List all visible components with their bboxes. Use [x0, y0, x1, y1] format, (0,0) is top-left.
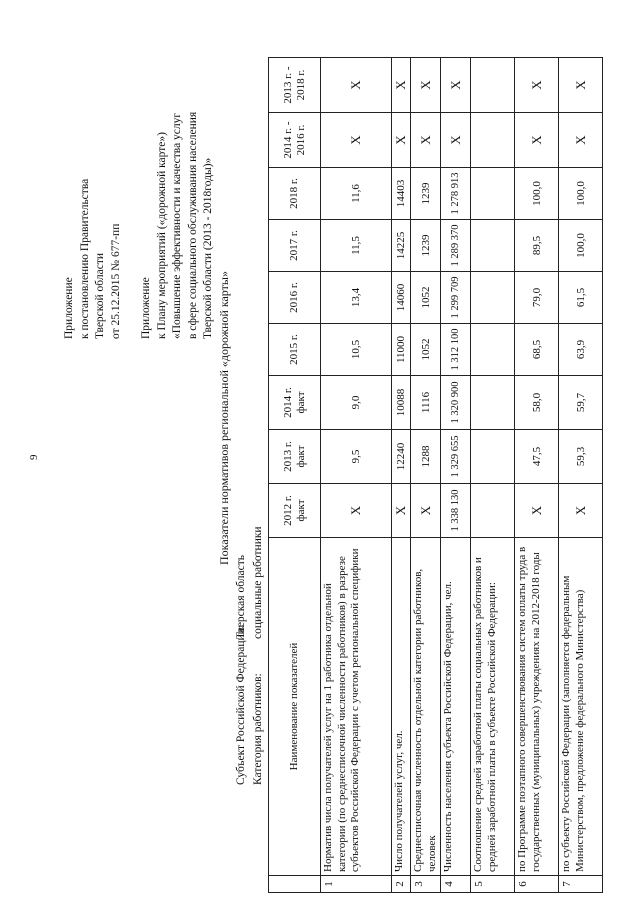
cell: 1 329 655	[441, 430, 471, 484]
indicators-table	[268, 57, 603, 893]
cell: X	[321, 58, 392, 113]
table-row	[321, 58, 392, 893]
cell: X	[515, 484, 559, 538]
document-title: Показатели нормативов региональной «дорожной карты»	[217, 271, 231, 565]
cell: X	[392, 58, 411, 113]
cell	[471, 324, 515, 376]
cell	[471, 113, 515, 168]
cell: 79,0	[515, 272, 559, 324]
subject-row	[235, 555, 247, 785]
header-num	[269, 876, 321, 893]
cell: X	[392, 113, 411, 168]
cell: X	[441, 58, 471, 113]
cell: 1 299 709	[441, 272, 471, 324]
table-row	[392, 58, 411, 893]
cell: 1 312 100	[441, 324, 471, 376]
cell: 1239	[411, 220, 441, 272]
header-name: Наименование показателей	[269, 538, 321, 876]
cell: X	[411, 484, 441, 538]
table-row	[411, 58, 441, 893]
cell: 47,5	[515, 430, 559, 484]
row-number: 4	[441, 876, 471, 893]
header-2016: 2016 г.	[269, 272, 321, 324]
row-name: Соотношение средней заработной платы социальных работников и средней заработной платы в субъекте Российской Федерации:	[471, 538, 515, 876]
cell: 1 289 370	[441, 220, 471, 272]
cell: 10,5	[321, 324, 392, 376]
cell: X	[392, 484, 411, 538]
cell	[471, 376, 515, 430]
approval-line: Тверской области	[94, 253, 106, 339]
subject-value: Тверская область	[235, 555, 247, 639]
cell	[471, 484, 515, 538]
cell: 1052	[411, 272, 441, 324]
cell: 100,0	[515, 168, 559, 220]
page-number: 9	[28, 454, 40, 460]
cell: X	[441, 113, 471, 168]
approval-block	[62, 112, 217, 339]
cell: X	[321, 113, 392, 168]
approval-line: к постановлению Правительства	[78, 178, 91, 339]
cell: 61,5	[559, 272, 603, 324]
row-number: 5	[471, 876, 515, 893]
row-number: 3	[411, 876, 441, 893]
category-label: Категория работников:	[252, 673, 264, 785]
approval-line: Приложение	[140, 277, 152, 339]
cell: X	[321, 484, 392, 538]
row-name: Норматив числа получателей услуг на 1 работника отдельной категории (по среднесписочной численности работников) в разрезе субъектов Российской Федерации с учетом региональной специфики	[321, 538, 392, 876]
row-name: Число получателей услуг, чел.	[392, 538, 411, 876]
header-2014: 2014 г. факт	[269, 376, 321, 430]
cell: 13,4	[321, 272, 392, 324]
header-2012: 2012 г. факт	[269, 484, 321, 538]
cell	[471, 58, 515, 113]
cell: 59,7	[559, 376, 603, 430]
row-number: 1	[321, 876, 392, 893]
cell: 11,5	[321, 220, 392, 272]
cell: 68,5	[515, 324, 559, 376]
cell: 100,0	[559, 220, 603, 272]
row-name: Среднесписочная численность отдельной категории работников, человек	[411, 538, 441, 876]
row-number: 6	[515, 876, 559, 893]
cell: 1288	[411, 430, 441, 484]
cell: 1239	[411, 168, 441, 220]
table-row	[515, 58, 559, 893]
approval-line: Тверской области (2013 - 2018годы)»	[202, 157, 214, 339]
cell	[471, 430, 515, 484]
cell: 14403	[392, 168, 411, 220]
approval-line: от 25.12.2015 № 677-пп	[109, 223, 122, 339]
row-name: по Программе поэтапного совершенствования систем оплаты труда в государственных (муниципальных) учреждениях на 2012-2018 годы	[515, 538, 559, 876]
cell: 1116	[411, 376, 441, 430]
cell: 1 338 130	[441, 484, 471, 538]
cell: 89,5	[515, 220, 559, 272]
table-row	[471, 58, 515, 893]
cell: 14225	[392, 220, 411, 272]
cell: X	[515, 58, 559, 113]
cell: 1052	[411, 324, 441, 376]
row-name: по субъекту Российской Федерации (заполняется федеральным Министерством, предложение федерального Министерства)	[559, 538, 603, 876]
header-2015: 2015 г.	[269, 324, 321, 376]
header-2013: 2013 г. факт	[269, 430, 321, 484]
cell: 10088	[392, 376, 411, 430]
cell: X	[411, 58, 441, 113]
table-header-row	[269, 58, 321, 893]
cell: X	[559, 484, 603, 538]
cell: 14060	[392, 272, 411, 324]
cell: 63,9	[559, 324, 603, 376]
table-row	[559, 58, 603, 893]
cell: X	[411, 113, 441, 168]
row-number: 7	[559, 876, 603, 893]
row-name: Численность населения субъекта Российской Федерации, чел.	[441, 538, 471, 876]
cell: X	[559, 113, 603, 168]
approval-line: в сфере социального обслуживания населения	[186, 111, 199, 339]
cell: 9,5	[321, 430, 392, 484]
cell: 11000	[392, 324, 411, 376]
header-2017: 2017 г.	[269, 220, 321, 272]
cell: 1 278 913	[441, 168, 471, 220]
cell: 100,0	[559, 168, 603, 220]
cell: X	[559, 58, 603, 113]
cell: X	[515, 113, 559, 168]
category-value: социальные работники	[252, 526, 264, 639]
cell: 11,6	[321, 168, 392, 220]
header-2018: 2018 г.	[269, 168, 321, 220]
cell: 59,3	[559, 430, 603, 484]
cell: 12240	[392, 430, 411, 484]
cell: 9,0	[321, 376, 392, 430]
row-number: 2	[392, 876, 411, 893]
header-2013-2018: 2013 г. - 2018 г.	[269, 58, 321, 113]
cell	[471, 272, 515, 324]
subject-label: Субъект Российской Федерации:	[235, 625, 247, 785]
category-row	[252, 526, 264, 785]
table-row	[441, 58, 471, 893]
approval-line: «Повышение эффективности и качества услуг	[171, 112, 183, 339]
approval-line: Приложение	[63, 277, 75, 339]
cell	[471, 168, 515, 220]
cell: 58,0	[515, 376, 559, 430]
cell: 1 320 900	[441, 376, 471, 430]
approval-line: к Плану мероприятий («дорожной карте»)	[155, 132, 168, 339]
header-2014-2016: 2014 г. - 2016 г.	[269, 113, 321, 168]
cell	[471, 220, 515, 272]
